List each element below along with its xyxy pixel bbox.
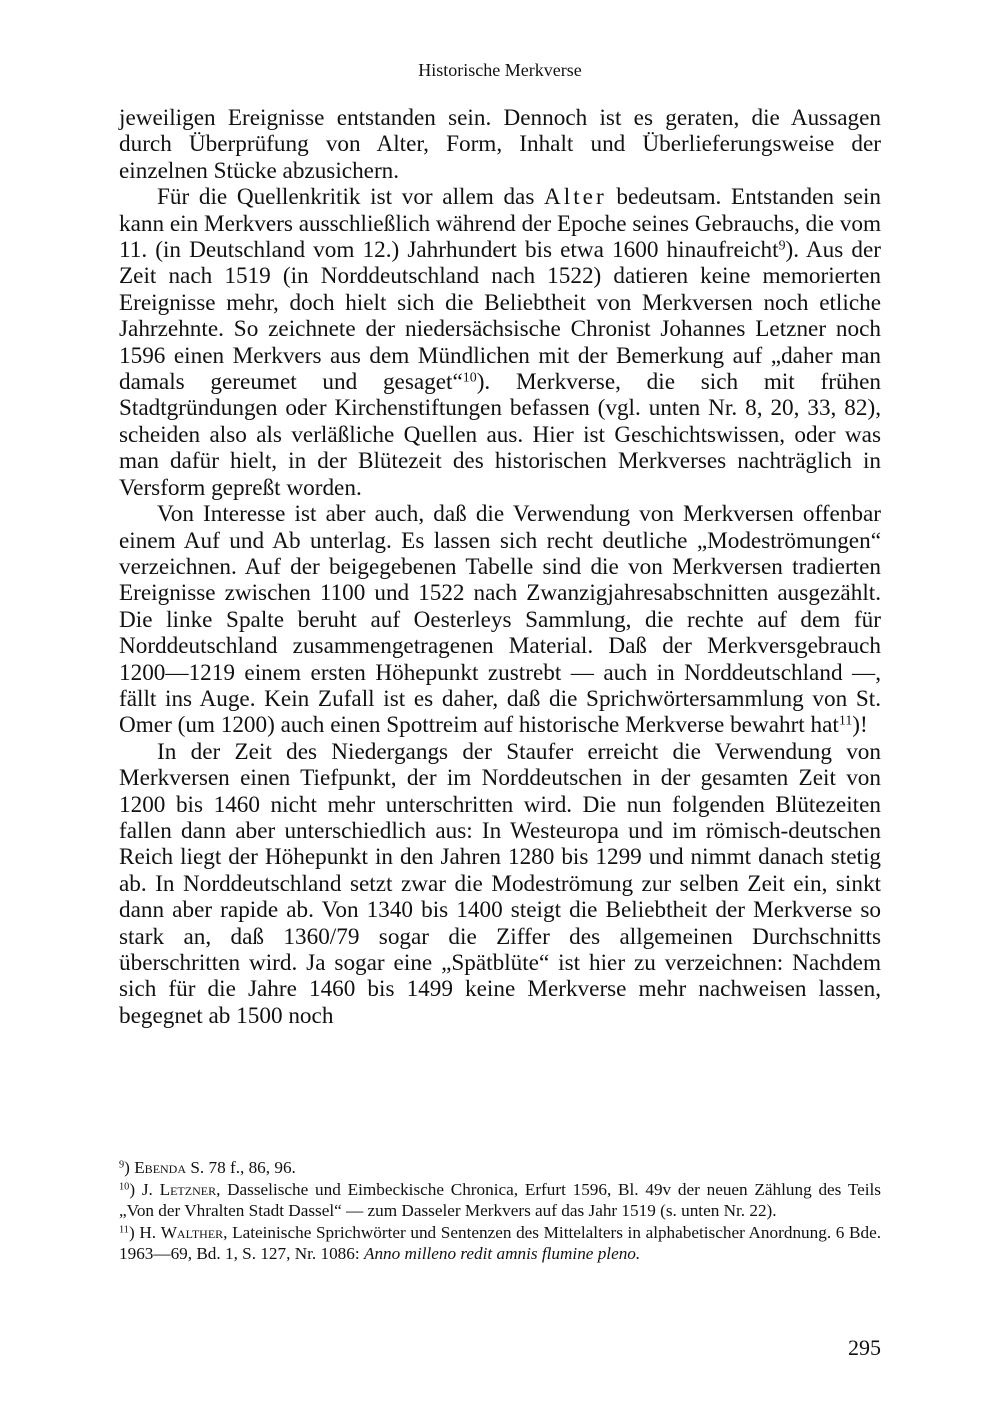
footnote-ref-10[interactable]: 10 [462, 370, 477, 386]
footnote-author: Ebenda [134, 1158, 187, 1177]
page-number: 295 [848, 1335, 881, 1360]
footnote-text: , Dasselische und Eimbeckische Chronica, Erfurt 1596, Bl. 49v der neuen Zählung des Teils „Von der Vhralten Stadt Dassel“ — zum Dasseler Merkvers auf das Jahr 1519 (s. unten Nr. 22). [119, 1180, 881, 1220]
paragraph-2 [119, 184, 881, 501]
running-head: Historische Merkverse [418, 60, 582, 80]
footnote-prefix: J. [141, 1180, 160, 1200]
paragraph-2-text-b: bedeutsam. Entstanden sein kann ein Merkvers ausschließlich während der Epoche seines Gebrauchs, die vom 11. (in Deutschland vom 12.) Jahrhundert bis etwa 1600 hinaufreicht [119, 184, 882, 264]
footnote-author: Letzner [159, 1180, 217, 1200]
paragraph-2-text-d: ). Merkverse, die sich mit frühen Stadtgründungen oder Kirchenstiftungen befassen (vgl. unten Nr. 8, 20, 33, 82), scheiden also als verläßliche Quellen aus. Hier ist Geschichtswissen, oder was man dafür hielt, in der Blütezeit des historischen Merkverses nachträglich in Versform gepreßt worden. [119, 369, 882, 501]
paragraph-4 [119, 739, 881, 1029]
footnote-ref-11[interactable]: 11 [838, 713, 853, 729]
paragraph-3 [119, 501, 881, 739]
main-text [119, 105, 881, 1029]
footnote-latin-quote: Anno milleno redit amnis flumine pleno. [363, 1243, 641, 1263]
paragraph-1 [119, 105, 881, 184]
footnote-author: Walther [160, 1223, 224, 1243]
footnote-marker: 9 [119, 1159, 125, 1171]
footnote-11: $^{11}$) H. Walther, Lateinische Sprichwörter und Sentenzen des Mittelalters in alphabetischer Anordnung. 6 Bde. 1963—69, Bd. 1, S. 127, Nr. 1086: Anno milleno redit amnis flumine pleno. [119, 1223, 882, 1263]
paragraph-2-text-a: Für die Quellenkritik ist vor allem das [157, 184, 545, 211]
footnote-marker: 11 [119, 1224, 129, 1236]
paragraph-2-text-c: ). Aus der Zeit nach 1519 (in Norddeutschland nach 1522) datieren keine memorierten Ereignisse mehr, doch hielt sich die Beliebtheit von Merkversen noch etliche Jahrzehnte. So zeichnete der niedersächsische Chronist Johannes Letzner noch 1596 einen Merkvers aus dem Mündlichen mit der Bemerkung auf „daher man damals gereumet und gesaget“ [119, 237, 881, 396]
footnote-prefix: H. [139, 1223, 161, 1243]
paragraph-3-text-b: )! [852, 712, 868, 739]
footnote-10: $^{10}$) J. Letzner, Dasselische und Eimbeckische Chronica, Erfurt 1596, Bl. 49v der neuen Zählung des Teils „Von der Vhralten Stadt Dassel“ — zum Dasseler Merkvers auf das Jahr 1519 (s. unten Nr. 22). [119, 1180, 881, 1220]
footnote-marker: 10 [119, 1181, 130, 1193]
paragraph-4-text: In der Zeit des Niedergangs der Staufer erreicht die Verwendung von Merkversen einen Tiefpunkt, der im Norddeutschen in der gesamten Zeit von 1200 bis 1460 nicht mehr unterschritten wird. Die nun folgenden Blütezeiten fallen dann aber unterschiedlich aus: In Westeuropa und im römisch-deutschen Reich liegt der Höhepunkt in den Jahren 1280 bis 1299 und nimmt danach stetig ab. In Norddeutschland setzt zwar die Modeströmung zur selben Zeit ein, sinkt dann aber rapide ab. Von 1340 bis 1400 steigt die Beliebtheit der Merkverse so stark an, daß 1360/79 sogar die Ziffer des allgemeinen Durchschnitts überschritten wird. Ja sogar eine „Spätblüte“ ist hier zu verzeichnen: Nachdem sich für die Jahre 1460 bis 1499 keine Merkverse mehr nachweisen lassen, begegnet ab 1500 noch [119, 738, 881, 1029]
footnote-9: $^9$) Ebenda S. 78 f., 86, 96. [119, 1158, 296, 1177]
paragraph-1-text: jeweiligen Ereignisse entstanden sein. Dennoch ist es geraten, die Aussagen durch Überprüfung von Alter, Form, Inhalt und Überlieferungsweise der einzelnen Stücke abzusichern. [119, 105, 881, 184]
footnote-ref-9[interactable]: 9 [778, 238, 786, 254]
emphasized-word: Alter [544, 184, 607, 211]
footnote-text: , Lateinische Sprichwörter und Sentenzen des Mittelalters in alphabetischer Anordnung. 6 Bde. 1963—69, Bd. 1, S. 127, Nr. 1086: [119, 1223, 882, 1263]
footnote-text: S. 78 f., 86, 96. [186, 1158, 296, 1177]
paragraph-3-text-a: Von Interesse ist aber auch, daß die Verwendung von Merkversen offenbar einem Auf und Ab unterlag. Es lassen sich recht deutliche „Modeströmungen“ verzeichnen. Auf der beigegebenen Tabelle sind die von Merkversen tradierten Ereignisse zwischen 1100 und 1522 nach Zwanzigjahresabschnitten ausgezählt. Die linke Spalte beruht auf Oesterleys Sammlung, die rechte auf dem für Norddeutschland zusammengetragenen Material. Daß der Merkversgebrauch 1200—1219 einem ersten Höhepunkt zustrebt — auch in Norddeutschland —, fällt ins Auge. Kein Zufall ist es daher, daß die Sprichwörtersammlung von St. Omer (um 1200) auch einen Spottreim auf historische Merkverse bewahrt hat [119, 501, 881, 739]
footnotes [119, 1158, 881, 1266]
